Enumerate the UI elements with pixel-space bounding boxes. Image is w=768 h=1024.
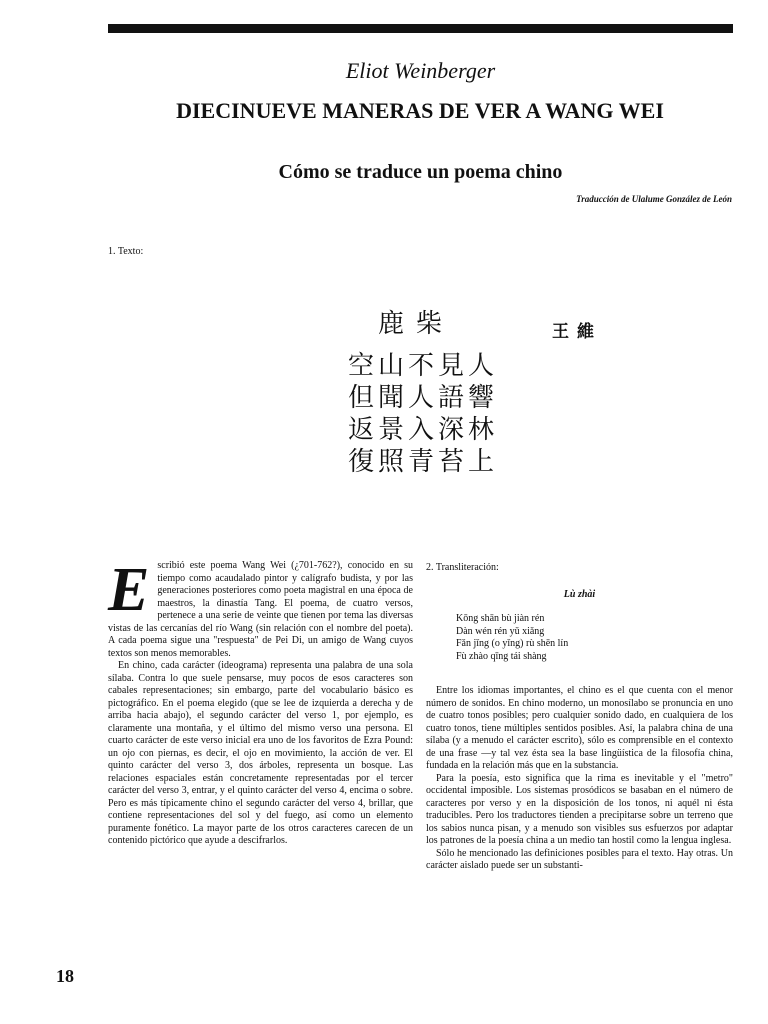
page-number: 18 xyxy=(56,966,74,986)
transliteration-line: Fù zhào qīng tái shàng xyxy=(456,650,547,662)
poem-line: 復照青苔上 xyxy=(348,447,499,477)
left-column xyxy=(108,556,413,848)
body-paragraph: En chino, cada carácter (ideograma) representa una palabra de una sola sílaba. Contra lo que suele pensarse, muy pocos de esos caracteres son cabales representaciones; sin embargo, parte del vocabulario básico es pictográfico. En el poema elegido (que se lee de izquierda a derecha y de arriba hacia abajo), el segundo carácter del verso 1, por ejemplo, es claramente una montaña, y el último del mismo verso una persona. El cuarto carácter de este verso inicial era uno de los favoritos de Ezra Pound: un ojo con piernas, es decir, el ojo en movimiento, la acción de ver. El quinto carácter del verso 3, dos árboles, representa un bosque. Las relaciones espaciales están concretamente representadas por el tercer carácter del verso 3, entrar, y el quinto carácter del verso 4, encima o sobre. Pero es más típicamente chino el segundo carácter del verso 4, brillar, que contiene representaciones del sol y del fuego, así como un elemento puramente fonético. La mayor parte de los otros caracteres carecen de un contenido pictórico que ayude a descifrarlos. xyxy=(108,660,413,846)
body-paragraph: Sólo he mencionado las definiciones posibles para el texto. Hay otras. Un carácter aislado puede ser un substanti- xyxy=(426,847,733,871)
section-heading-transliteracion: 2. Transliteración: xyxy=(426,562,499,573)
transliteration-block xyxy=(426,613,733,663)
intro-paragraph-text: scribió este poema Wang Wei (¿701-762?), conocido en su tiempo como acaudalado pintor y calígrafo budista, y por las generaciones posteriores como poeta magistral en una época de maestros, la dinastía Tang. El poema, de cuatro versos, pertenece a una serie de veinte que tienen por tema las diversas vistas de las cercanías del río Wang (sin relación con el nombre del poeta). A cada poema sigue una "respuesta" de Pei Di, un amigo de Wang cuyos textos son menos memorables. xyxy=(108,560,413,659)
transliteration-title: Lù zhài xyxy=(563,588,596,600)
right-column xyxy=(426,562,733,873)
header-rule xyxy=(108,24,733,33)
transliteration-line: Kōng shān bù jiàn rén xyxy=(456,613,545,624)
poem-chinese-text xyxy=(348,350,498,478)
poem-title-chinese: 鹿柴 xyxy=(378,309,455,339)
poem-line: 返景入深林 xyxy=(348,415,499,445)
transliteration-line: Fǎn jǐng (o yǐng) rù shēn lín xyxy=(456,638,569,649)
poem-line: 但聞人語響 xyxy=(348,383,499,413)
intro-paragraph xyxy=(108,556,413,660)
body-paragraph: Entre los idiomas importantes, el chino es el que cuenta con el menor número de sonidos. En chino moderno, un monosílabo se pronuncia en uno de cuatro tonos posibles; pero cualquier sonido dado, en cualquiera de los cuatro tonos, tiene múltiples sentidos posibles. Así, la palabra china de una sílaba (y a menudo el carácter escrito), sólo es comprensible en el contexto de una frase —y tal vez ésta sea la base lingüística de la filosofía china, fundada en la relación más que en la substancia. xyxy=(426,685,733,771)
poem-author-chinese: 王維 xyxy=(552,322,602,342)
poem-line: 空山不見人 xyxy=(348,351,499,381)
article-subtitle: Cómo se traduce un poema chino xyxy=(278,161,563,183)
drop-cap: E xyxy=(108,556,150,624)
article-author: Eliot Weinberger xyxy=(345,58,496,83)
body-paragraph: Para la poesía, esto significa que la rima es inevitable y el "metro" occidental imposible. Los sistemas prosódicos se basaban en el número de caracteres por verso y en la disposición de los tonos, ni aquél ni ésta traducibles. Pero los traductores tienden a precipitarse sobre un terreno que los sabios nunca pisan, y a menudo son visibles sus esfuerzos por adaptar los patrones de la poesía china a un medio tan hostil como la lengua inglesa. xyxy=(426,772,733,846)
section-heading-texto: 1. Texto: xyxy=(108,246,144,257)
article-title: DIECINUEVE MANERAS DE VER A WANG WEI xyxy=(176,98,664,123)
transliteration-line: Dàn wén rén yǔ xiǎng xyxy=(456,625,545,637)
translator-credit: Traducción de Ulalume González de León xyxy=(576,194,732,204)
